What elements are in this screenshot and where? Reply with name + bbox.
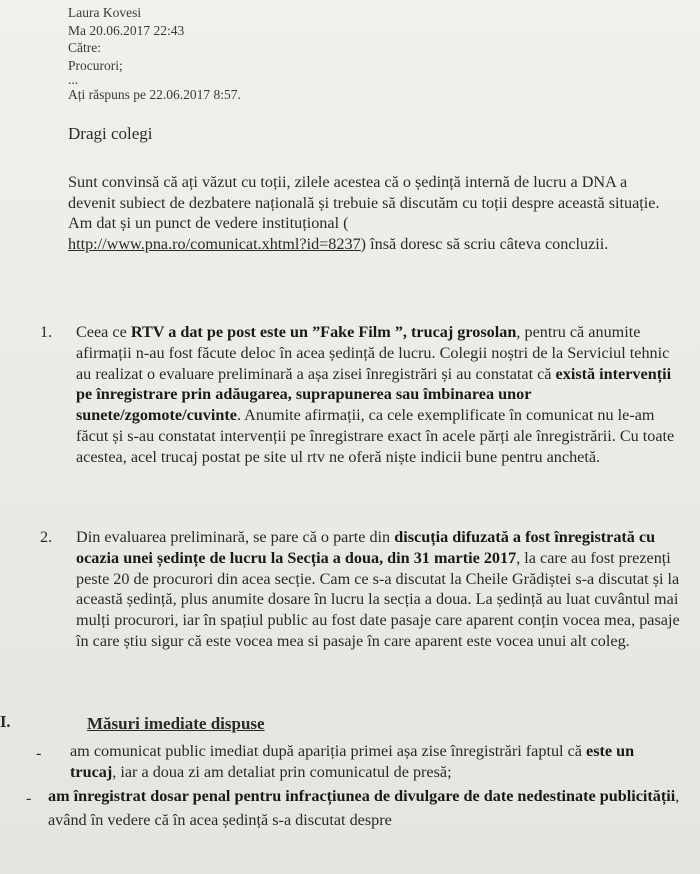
bullet-text <box>48 784 696 832</box>
text-run: , la care au fost prezenți peste 20 de procurori din acea secție. Cam ce s-a discutat la Cheile Grădiștei s-a discutat și la această ședință, plus anumite dosare în lucru la secția a doua. La ședință au luat cuvântul mai mulți procurori, iar în spațiul public au fost date pasaje care aparent conțin vocea mea, pasaje în care știu sigur că este vocea mea si pasaje în care aparent este vocea unui alt coleg. <box>76 548 680 650</box>
text-run: , iar a doua zi am detaliat prin comunicatul de presă; <box>112 763 452 781</box>
recipient: Procurori; <box>68 57 123 73</box>
item-text <box>76 527 684 652</box>
text-run: . Anumite afirmații, ca cele exemplificate în comunicat nu le-am făcut și s-au constatat intervenții pe înregistrare exact în acele părți ale înregistrării. Cu toate acestea, acel trucaj postat pe site ul rtv ne oferă niște indicii bune pentru anchetă. <box>76 406 675 466</box>
text-run: , având în vedere că în acea ședință s-a discutat despre <box>48 787 680 829</box>
email-header <box>68 4 241 104</box>
sender: Laura Kovesi <box>68 5 142 20</box>
bullet-text <box>70 741 672 783</box>
intro-p2-end: ) însă doresc să scriu câteva concluzii. <box>360 234 609 253</box>
intro-p2-start: Am dat și un punct de vedere instituțional ( <box>68 214 349 232</box>
bold-run: discuția difuzată a fost înregistrată cu ocazia unei ședințe de lucru la Secția a doua, din 31 martie 2017 <box>76 528 656 567</box>
bold-run: există intervenții pe înregistrare prin adăugarea, suprapunerea sau îmbinarea unor sunete/zgomote/cuvinte <box>76 364 672 425</box>
bullet-dash: - <box>26 789 32 807</box>
text-run: am comunicat public imediat după apariția primei așa zise înregistrări faptul că <box>70 742 587 760</box>
item-number: 1. <box>40 323 53 341</box>
bullet-dash: - <box>36 744 42 762</box>
replied-note: Ați răspuns pe 22.06.2017 8:57. <box>68 87 241 102</box>
section-title: Măsuri imediate dispuse <box>87 714 265 733</box>
section-number: I. <box>0 712 11 731</box>
ellipsis: ... <box>68 72 79 87</box>
text-run: Ceea ce <box>76 323 131 341</box>
item-number: 2. <box>40 528 53 546</box>
to-label: Către: <box>68 40 101 55</box>
bold-run: este un trucaj <box>70 742 635 781</box>
greeting: Dragi colegi <box>68 124 153 143</box>
text-run: Din evaluarea preliminară, se pare că o parte din <box>76 528 395 546</box>
sent-date: Ma 20.06.2017 22:43 <box>68 22 185 38</box>
intro-paragraph-2 <box>68 213 678 254</box>
press-release-link[interactable]: http://www.pna.ro/comunicat.xhtml?id=8237 <box>68 234 361 253</box>
bold-run: am înregistrat dosar penal pentru infracțiunea de divulgare de date nedestinate publicității <box>48 787 676 805</box>
bold-run: RTV a dat pe post este un ”Fake Film ”, trucaj grosolan <box>130 323 517 341</box>
text-run: , pentru că anumite afirmații n-au fost făcute deloc în acea ședință de lucru. Colegii noștri de la Serviciul tehnic au realizat o evaluare preliminară a așa zisei înregistrări și au constatat că <box>76 323 670 383</box>
item-text <box>76 322 684 468</box>
intro-block <box>68 172 678 254</box>
intro-paragraph-1: Sunt convinsă că ați văzut cu toții, zilele acestea că o ședință internă de lucru a DNA a devenit subiect de dezbatere națională și trebuie să discutăm cu toții despre această situație. <box>68 173 660 212</box>
